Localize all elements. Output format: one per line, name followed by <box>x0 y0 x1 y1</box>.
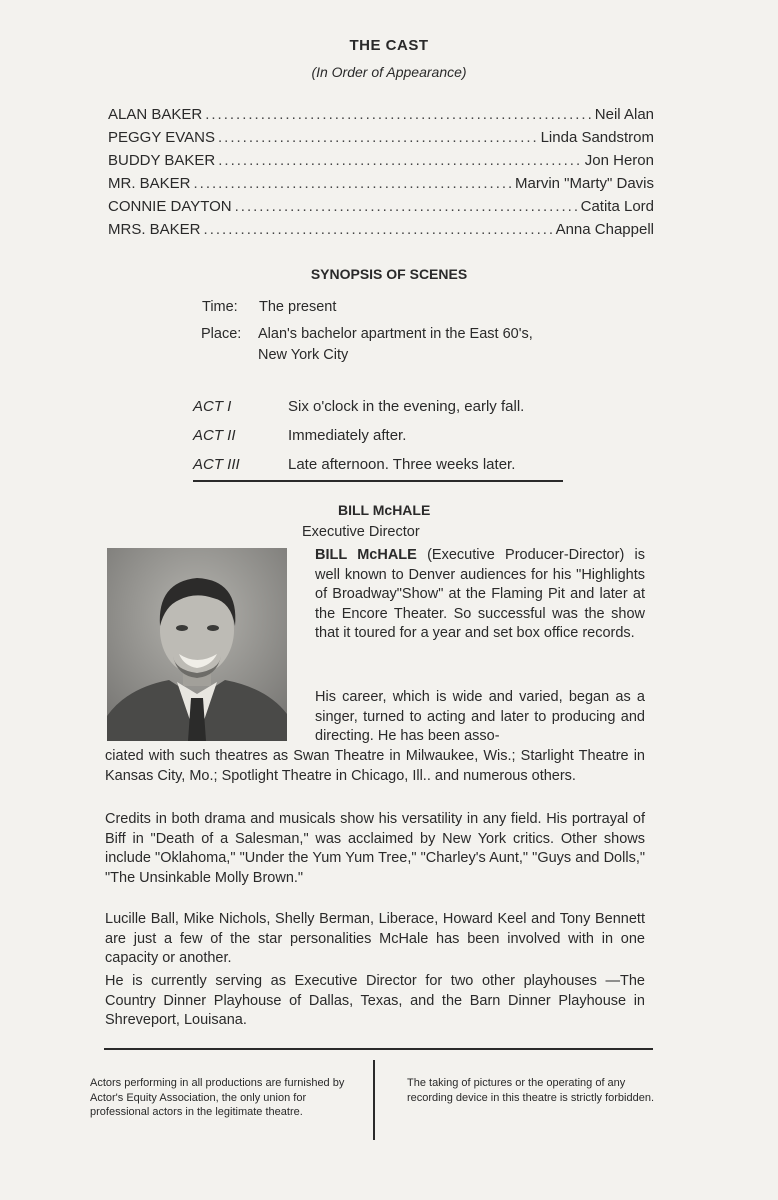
act-label: ACT III <box>193 456 240 473</box>
bio-paragraph-2-top: His career, which is wide and varied, began as a singer, turned to acting and later to producing and directing. He has been asso- <box>315 689 645 744</box>
leader-dots <box>194 175 512 192</box>
leader-dots <box>235 198 578 215</box>
act-description: Immediately after. <box>288 427 407 444</box>
bio-paragraph-4: Lucille Ball, Mike Nichols, Shelly Berman, Liberace, Howard Keel and Tony Bennett are just a few of the star personalities McHale has been involved with in one capacity or another. <box>105 911 645 966</box>
leader-dots <box>204 221 553 238</box>
divider <box>193 480 563 482</box>
cast-role: BUDDY BAKER <box>108 152 216 169</box>
footer-recording-notice: The taking of pictures or the operating of any recording device in this theatre is strictly forbidden. <box>407 1077 655 1104</box>
cast-row <box>108 129 654 151</box>
cast-role: ALAN BAKER <box>108 106 203 123</box>
cast-role: MR. BAKER <box>108 175 191 192</box>
footer-equity-note: Actors performing in all productions are furnished by Actor's Equity Association, the only union for professional actors in the legitimate theatre. <box>90 1077 345 1118</box>
cast-row <box>108 221 654 243</box>
act-description: Six o'clock in the evening, early fall. <box>288 398 525 415</box>
director-title: Executive Director <box>302 524 420 540</box>
cast-row <box>108 106 654 128</box>
cast-actor: Marvin "Marty" Davis <box>515 175 654 192</box>
portrait-image <box>107 548 287 741</box>
cast-actor: Neil Alan <box>594 106 654 123</box>
cast-subtitle: (In Order of Appearance) <box>311 64 467 80</box>
bio-paragraph-3: Credits in both drama and musicals show his versatility in any field. His portrayal of Biff in "Death of a Salesman," was acclaimed by New York critics. Other shows include "Oklahoma," "Under the Yum Yum Tree," "Charley's Aunt," "Guys and Dolls," "The Unsinkable Molly Brown." <box>105 811 645 886</box>
time-label: Time: <box>202 299 238 315</box>
cast-actor: Jon Heron <box>584 152 654 169</box>
place-value-line2: New York City <box>258 347 349 363</box>
leader-dots <box>205 106 592 123</box>
synopsis-title: SYNOPSIS OF SCENES <box>310 266 468 282</box>
cast-row <box>108 152 654 174</box>
leader-dots <box>218 129 538 146</box>
place-value-line1: Alan's bachelor apartment in the East 60's, <box>258 326 533 342</box>
cast-row <box>108 175 654 197</box>
place-label: Place: <box>201 326 242 342</box>
footer-divider <box>373 1060 375 1140</box>
bio-text: (Executive Producer-Director) is well known to Denver audiences for his "Highlights of Broadway"Show" at the Flaming Pit and later at the Encore Theater. So successful was the show that it toured for a year and set box office records. <box>315 547 645 641</box>
act-description: Late afternoon. Three weeks later. <box>288 456 516 473</box>
director-photo <box>107 548 287 741</box>
bio-paragraph-5: He is currently serving as Executive Director for two other playhouses —The Country Dinner Playhouse of Dallas, Texas, and the Barn Dinner Playhouse in Shreveport, Louisana. <box>105 973 645 1028</box>
time-value: The present <box>259 299 337 315</box>
cast-role: MRS. BAKER <box>108 221 201 238</box>
cast-actor: Catita Lord <box>580 198 654 215</box>
director-name: BILL McHALE <box>338 502 431 518</box>
cast-role: PEGGY EVANS <box>108 129 215 146</box>
bio-lead-name: BILL McHALE <box>315 547 417 563</box>
act-label: ACT I <box>193 398 232 415</box>
act-label: ACT II <box>193 427 236 444</box>
cast-role: CONNIE DAYTON <box>108 198 232 215</box>
bio-paragraph-1 <box>315 546 645 644</box>
leader-dots <box>218 152 582 169</box>
cast-actor: Anna Chappell <box>555 221 654 238</box>
divider <box>104 1048 653 1050</box>
cast-row <box>108 198 654 220</box>
cast-actor: Linda Sandstrom <box>540 129 654 146</box>
bio-paragraph-2-bottom: ciated with such theatres as Swan Theatre in Milwaukee, Wis.; Starlight Theatre in Kansas City, Mo.; Spotlight Theatre in Chicago, Ill.. and numerous others. <box>105 748 645 784</box>
cast-title: THE CAST <box>349 37 429 54</box>
